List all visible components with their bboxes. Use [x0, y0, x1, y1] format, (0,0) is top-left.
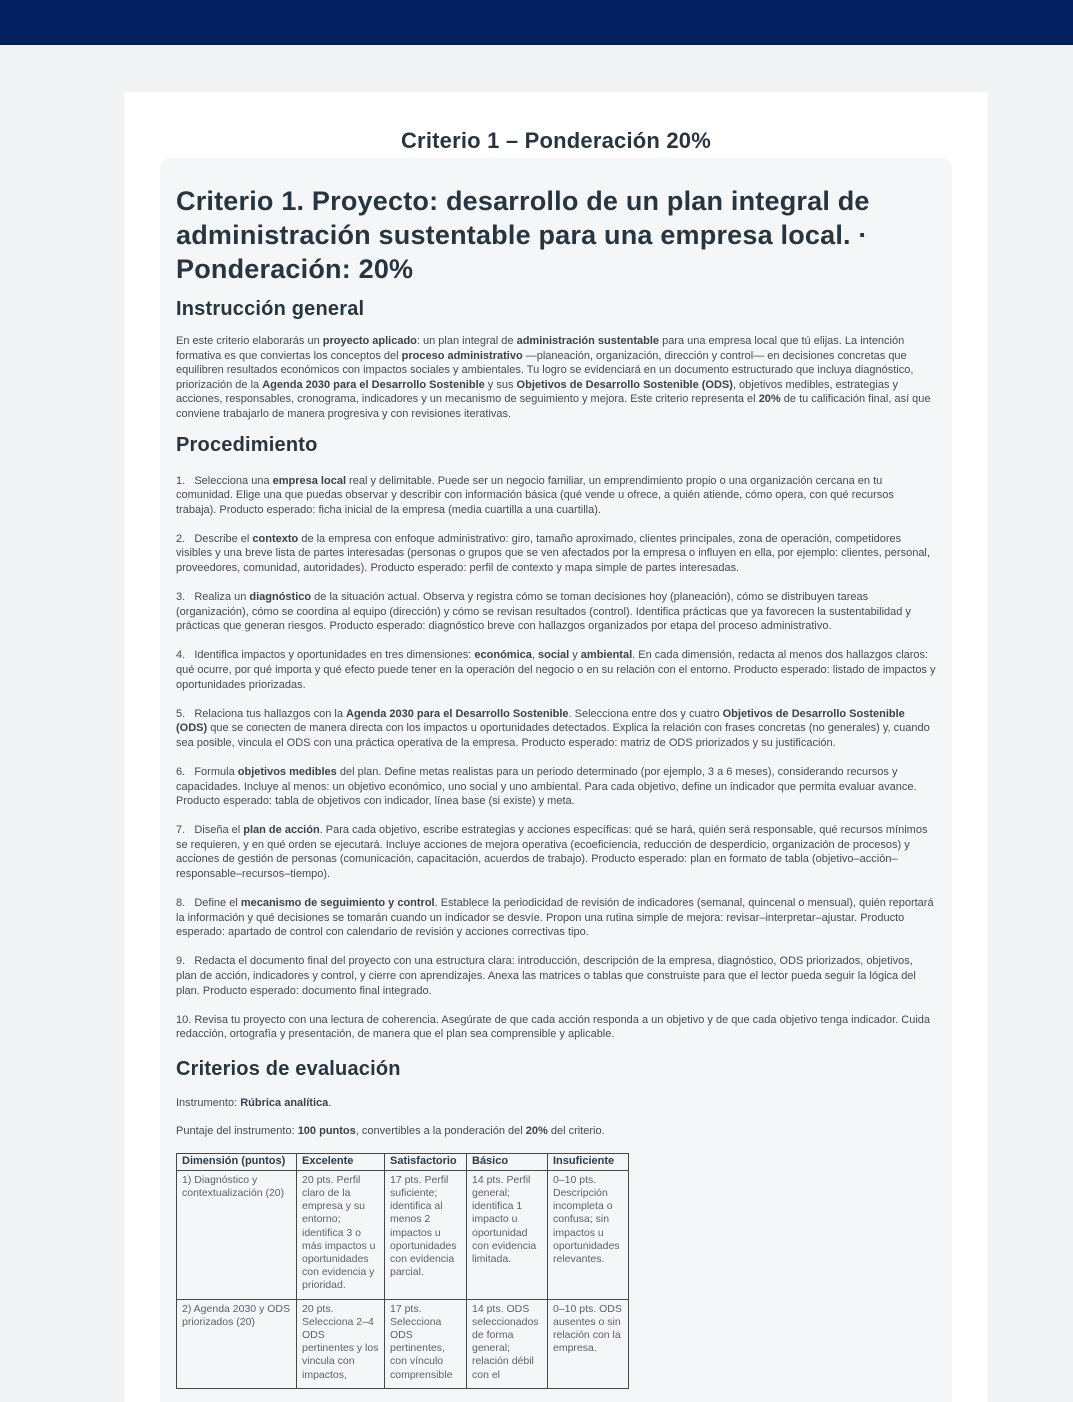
rubric-cell: 20 pts. Perfil claro de la empresa y su entorno; identifica 3 o más impactos u oportunidades con evidencia y prioridad.	[297, 1170, 385, 1299]
score-line: Puntaje del instrumento: 100 puntos, convertibles a la ponderación del 20% del criterio.	[176, 1124, 605, 1137]
section-heading-procedimiento: Procedimiento	[176, 433, 318, 456]
rubric-column-header: Excelente	[297, 1153, 385, 1170]
procedure-item: 10. Revisa tu proyecto con una lectura de coherencia. Asegúrate de que cada acción responda a un objetivo y de que cada objetivo tenga indicador. Cuida redacción, ortografía y presentación, de manera que el plan sea comprensible y aplicable.	[176, 1013, 931, 1041]
section-heading-instruccion-general: Instrucción general	[176, 298, 365, 320]
page-title: Criterio 1 – Ponderación 20%	[400, 128, 712, 153]
rubric-cell: 14 pts. Perfil general; identifica 1 impacto u oportunidad con evidencia limitada.	[467, 1170, 548, 1299]
rubric-cell: 0–10 pts. Descripción incompleta o confusa; sin impactos u oportunidades relevantes.	[548, 1170, 629, 1299]
rubric-cell: 17 pts. Perfil suficiente; identifica al menos 2 impactos u oportunidades con evidencia parcial.	[385, 1170, 467, 1299]
instrument-line: Instrumento: Rúbrica analítica.	[176, 1097, 332, 1110]
procedure-item: 7. Diseña el plan de acción. Para cada objetivo, escribe estrategias y acciones específicas: qué se hará, quién será responsable, qué recursos mínimos se requieren, y en qué orden se ejecutará. Incluye acciones de mejora operativa (ecoeficiencia, reducción de desperdicio, organización de procesos) y acciones de gestión de personas (comunicación, capacitación, acuerdos de trabajo). Producto esperado: plan en formato de tabla (objetivo–acción–responsable–recursos–tiempo).	[176, 824, 928, 881]
rubric-row	[177, 1299, 629, 1388]
procedure-item: 1. Selecciona una empresa local real y delimitable. Puede ser un negocio familiar, un emprendimiento propio o una organización cercana en tu comunidad. Elige una que puedas observar y describir con información básica (qué vende u ofrece, a quién atiende, cómo opera, con qué recursos trabaja). Producto esperado: ficha inicial de la empresa (media cuartilla a una cuartilla).	[176, 474, 894, 516]
rubric-cell: 14 pts. ODS seleccionados de forma general; relación débil con el	[467, 1299, 548, 1388]
rubric-cell: 2) Agenda 2030 y ODS priorizados (20)	[177, 1299, 297, 1388]
rubric-cell: 20 pts. Selecciona 2–4 ODS pertinentes y los vincula con impactos,	[297, 1299, 385, 1388]
rubric-header-row	[177, 1153, 629, 1170]
rubric-row	[177, 1170, 629, 1299]
rubric-table	[176, 1153, 629, 1389]
procedure-item: 8. Define el mecanismo de seguimiento y control. Establece la periodicidad de revisión de indicadores (semanal, quincenal o mensual), quién reportará la información y qué decisiones se tomarán cuando un indicador se desvíe. Propon una rutina simple de mejora: revisar–interpretar–ajustar. Producto esperado: apartado de control con calendario de revisión y acciones correctivas tipo.	[176, 897, 934, 939]
procedure-item: 2. Describe el contexto de la empresa con enfoque administrativo: giro, tamaño aproximado, clientes principales, zona de operación, competidores visibles y una breve lista de partes interesadas (personas o grupos que se ven afectados por la empresa o influyen en ella, por ejemplo: clientes, personal, proveedores, comunidad, autoridades). Producto esperado: perfil de contexto y mapa simple de partes interesadas.	[176, 532, 930, 575]
page	[0, 92, 1073, 1402]
rubric-cell: 1) Diagnóstico y contextualización (20)	[177, 1170, 297, 1299]
rubric-column-header: Dimensión (puntos)	[177, 1153, 297, 1170]
procedure-list	[176, 474, 936, 1042]
instruccion-paragraph: En este criterio elaborarás un proyecto aplicado: un plan integral de administración sustentable para una empresa local que tú elijas. La intención formativa es que conviertas los conceptos del proceso administrativo —planeación, organización, dirección y control— en decisiones concretas que equilibren resultados económicos con impactos sociales y ambientales. Tu logro se evidenciará en un documento estructurado que incluya diagnóstico, priorización de la Agenda 2030 para el Desarrollo Sostenible y sus Objetivos de Desarrollo Sostenible (ODS), objetivos medibles, estrategias y acciones, responsables, cronograma, indicadores y un mecanismo de seguimiento y mejora. Este criterio representa el 20% de tu calificación final, así que conviene trabajarlo de manera progresiva y con revisiones iterativas.	[176, 335, 931, 420]
procedure-item: 3. Realiza un diagnóstico de la situación actual. Observa y registra cómo se toman decisiones hoy (planeación), cómo se distribuyen tareas (organización), cómo se coordina al equipo (dirección) y cómo se revisan resultados (control). Identifica prácticas que ya favorecen la sustentabilidad y prácticas que generan riesgos. Producto esperado: diagnóstico breve con hallazgos organizados por etapa del proceso administrativo.	[176, 591, 911, 633]
rubric-column-header: Satisfactorio	[385, 1153, 467, 1170]
procedure-item: 9. Redacta el documento final del proyecto con una estructura clara: introducción, descripción de la empresa, diagnóstico, ODS priorizados, objetivos, plan de acción, indicadores y control, y cierre con aprendizajes. Anexa las matrices o tablas que construiste para que el lector pueda seguir la lógica del plan. Producto esperado: documento final integrado.	[176, 955, 916, 997]
top-navigation-bar	[0, 0, 1073, 45]
rubric-body	[177, 1170, 629, 1388]
rubric-cell: 0–10 pts. ODS ausentes o sin relación con la empresa.	[548, 1299, 629, 1388]
rubric-cell: 17 pts. Selecciona ODS pertinentes, con vínculo comprensible	[385, 1299, 467, 1388]
rubric-column-header: Insuficiente	[548, 1153, 629, 1170]
procedure-item: 5. Relaciona tus hallazgos con la Agenda 2030 para el Desarrollo Sostenible. Selecciona entre dos y cuatro Objetivos de Desarrollo Sostenible (ODS) que se conecten de manera directa con los impactos u oportunidades detectados. Explica la relación con frases concretas (no generales) y, cuando sea posible, vincula el ODS con una práctica operativa de la empresa. Producto esperado: matriz de ODS priorizados y su justificación.	[176, 707, 930, 749]
procedure-item: 4. Identifica impactos y oportunidades en tres dimensiones: económica, social y ambiental. En cada dimensión, redacta al menos dos hallazgos claros: qué ocurre, por qué importa y qué efecto puede tener en la operación del negocio o en su relación con el entorno. Producto esperado: listado de impactos y oportunidades priorizadas.	[176, 649, 936, 691]
criterion-heading: Criterio 1. Proyecto: desarrollo de un plan integral de administración sustentable para una empresa local. · Ponderación: 20%	[176, 186, 870, 284]
rubric-column-header: Básico	[467, 1153, 548, 1170]
section-heading-criterios-de-evaluacion: Criterios de evaluación	[176, 1058, 401, 1081]
content-block	[160, 158, 952, 1402]
procedure-item: 6. Formula objetivos medibles del plan. Define metas realistas para un periodo determinado (por ejemplo, 3 a 6 meses), considerando recursos y capacidades. Incluye al menos: un objetivo económico, uno social y uno ambiental. Para cada objetivo, define un indicador que permita evaluar avance. Producto esperado: tabla de objetivos con indicador, línea base (si existe) y meta.	[176, 765, 917, 808]
document-card	[124, 92, 988, 1402]
